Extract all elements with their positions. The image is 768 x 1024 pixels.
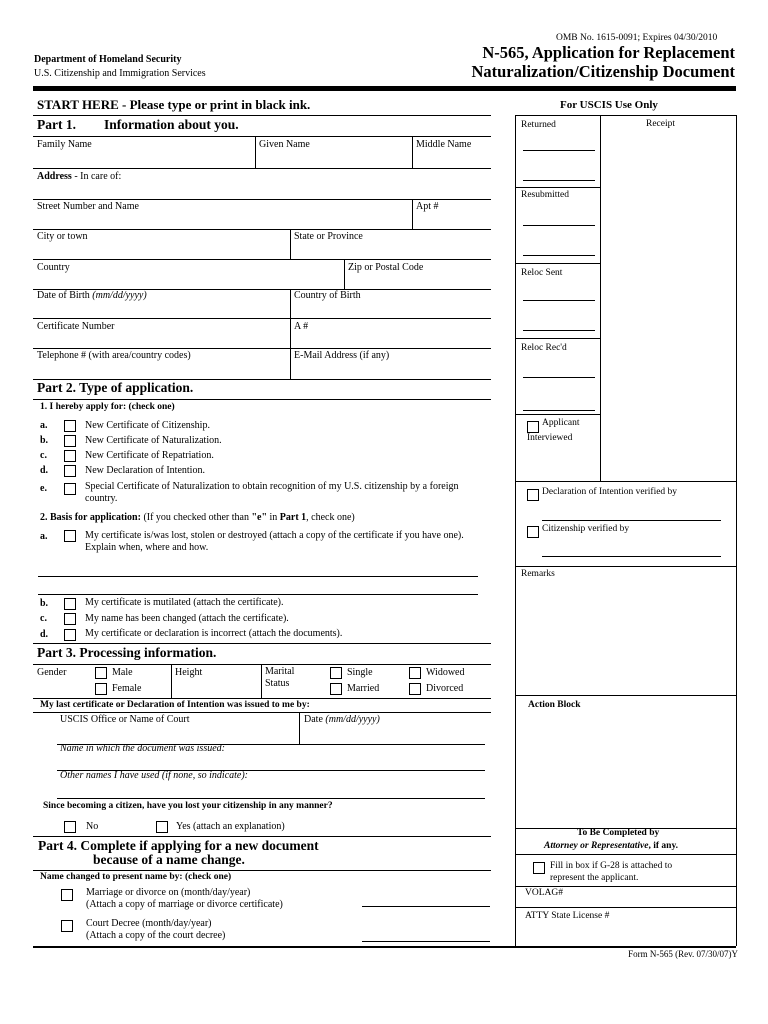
name-fields[interactable] — [33, 151, 491, 167]
divorced-label: Divorced — [426, 683, 464, 694]
city-label: City or town — [37, 231, 88, 242]
header-rule — [33, 86, 736, 91]
declaration-verified-checkbox[interactable] — [527, 489, 539, 501]
no-label: No — [86, 821, 99, 832]
married-checkbox[interactable] — [330, 683, 342, 695]
street-label: Street Number and Name — [37, 201, 139, 212]
to-be-completed-label: To Be Completed by — [577, 828, 660, 838]
yes-checkbox[interactable] — [156, 821, 168, 833]
court-decree-checkbox[interactable] — [61, 920, 73, 932]
resubmitted-label: Resubmitted — [521, 190, 570, 200]
no-checkbox[interactable] — [64, 821, 76, 833]
court-decree-label: Court Decree (month/day/year) (Attach a copy of the court decree) — [86, 918, 226, 941]
volag-label: VOLAG# — [525, 888, 563, 898]
attorney-label: Attorney or Representative, if any. — [544, 841, 679, 851]
reloc-recd-label: Reloc Rec'd — [521, 343, 567, 353]
female-label: Female — [112, 683, 142, 694]
married-label: Married — [347, 683, 380, 694]
checkbox[interactable] — [64, 629, 76, 641]
explanation-line[interactable] — [38, 576, 478, 577]
part1-title: Information about you. — [104, 117, 239, 132]
checkbox[interactable] — [64, 530, 76, 542]
applicant-interviewed-checkbox[interactable] — [527, 421, 539, 433]
address-label: Address - In care of: — [37, 171, 122, 182]
zip-label: Zip or Postal Code — [348, 262, 424, 273]
citizenship-verified-checkbox[interactable] — [527, 526, 539, 538]
form-title-line2: Naturalization/Citizenship Document — [471, 62, 735, 81]
widowed-label: Widowed — [426, 667, 465, 678]
part4-title-line1: Part 4. Complete if applying for a new document — [38, 838, 319, 853]
remarks-label: Remarks — [521, 569, 555, 579]
name-issued-label: Name in which the document was issued: — [60, 743, 225, 754]
citizenship-verified-label: Citizenship verified by — [542, 524, 630, 534]
apply-for-question: 1. I hereby apply for: (check one) — [40, 402, 175, 412]
issue-date-label: Date (mm/dd/yyyy) — [304, 714, 380, 725]
last-certificate-label: My last certificate or Declaration of Intention was issued to me by: — [40, 700, 310, 710]
checkbox[interactable] — [64, 613, 76, 625]
male-checkbox[interactable] — [95, 667, 107, 679]
decree-date-line[interactable] — [362, 941, 490, 942]
omb-number: OMB No. 1615-0091; Expires 04/30/2010 — [556, 33, 718, 43]
marriage-divorce-checkbox[interactable] — [61, 889, 73, 901]
middle-name-label: Middle Name — [416, 139, 472, 150]
subagency-name: U.S. Citizenship and Immigration Services — [34, 68, 206, 79]
single-label: Single — [347, 667, 373, 678]
marriage-date-line[interactable] — [362, 906, 490, 907]
yes-label: Yes (attach an explanation) — [176, 821, 285, 832]
family-name-label: Family Name — [37, 139, 92, 150]
divorced-checkbox[interactable] — [409, 683, 421, 695]
gender-label: Gender — [37, 667, 67, 678]
receipt-label: Receipt — [646, 119, 676, 129]
checkbox[interactable] — [64, 483, 76, 495]
part2-title: Part 2. Type of application. — [37, 380, 194, 395]
dob-label: Date of Birth (mm/dd/yyyy) — [37, 290, 147, 301]
email-label: E-Mail Address (if any) — [294, 350, 390, 361]
lost-citizenship-question: Since becoming a citizen, have you lost your citizenship in any manner? — [43, 801, 333, 811]
telephone-label: Telephone # (with area/country codes) — [37, 350, 191, 361]
widowed-checkbox[interactable] — [409, 667, 421, 679]
checkbox[interactable] — [64, 465, 76, 477]
single-checkbox[interactable] — [330, 667, 342, 679]
form-version: Form N-565 (Rev. 07/30/07)Y — [628, 949, 738, 959]
action-block-label: Action Block — [528, 700, 581, 710]
given-name-label: Given Name — [259, 139, 310, 150]
certificate-number-label: Certificate Number — [37, 321, 115, 332]
checkbox[interactable] — [64, 598, 76, 610]
apt-label: Apt # — [416, 201, 439, 212]
form-title-line1: N-565, Application for Replacement — [482, 43, 735, 62]
g28-label: Fill in box if G-28 is attached to represent the applicant. — [550, 861, 673, 883]
atty-license-label: ATTY State License # — [525, 911, 610, 921]
height-label: Height — [175, 667, 203, 678]
marriage-divorce-label: Marriage or divorce on (month/day/year) (Attach a copy of marriage or divorce certificate) — [86, 887, 283, 910]
basis-question: 2. Basis for application: (If you checked other than "e" in Part 1, check one) — [40, 512, 355, 523]
other-names-label: Other names I have used (if none, so indicate): — [60, 770, 249, 781]
returned-label: Returned — [521, 120, 556, 130]
checkbox[interactable] — [64, 420, 76, 432]
start-here-instruction: START HERE - Please type or print in black ink. — [37, 97, 311, 112]
marital-status-label: Marital Status — [265, 666, 295, 689]
g28-checkbox[interactable] — [533, 862, 545, 874]
uscis-use-only-heading: For USCIS Use Only — [560, 99, 658, 111]
part3-title: Part 3. Processing information. — [37, 645, 217, 660]
country-label: Country — [37, 262, 70, 273]
country-of-birth-label: Country of Birth — [294, 290, 361, 301]
a-number-label: A # — [294, 321, 309, 332]
name-changed-label: Name changed to present name by: (check one) — [40, 872, 232, 882]
reloc-sent-label: Reloc Sent — [521, 268, 563, 278]
part1-label: Part 1. — [37, 117, 76, 132]
declaration-verified-label: Declaration of Intention verified by — [542, 487, 678, 497]
checkbox[interactable] — [64, 435, 76, 447]
state-label: State or Province — [294, 231, 363, 242]
checkbox[interactable] — [64, 450, 76, 462]
male-label: Male — [112, 667, 133, 678]
female-checkbox[interactable] — [95, 683, 107, 695]
applicant-label: Applicant — [542, 418, 580, 428]
uscis-office-label: USCIS Office or Name of Court — [60, 714, 190, 725]
part4-title-line2: because of a name change. — [93, 852, 245, 867]
interviewed-label: Interviewed — [527, 433, 573, 443]
agency-name: Department of Homeland Security — [34, 54, 182, 65]
